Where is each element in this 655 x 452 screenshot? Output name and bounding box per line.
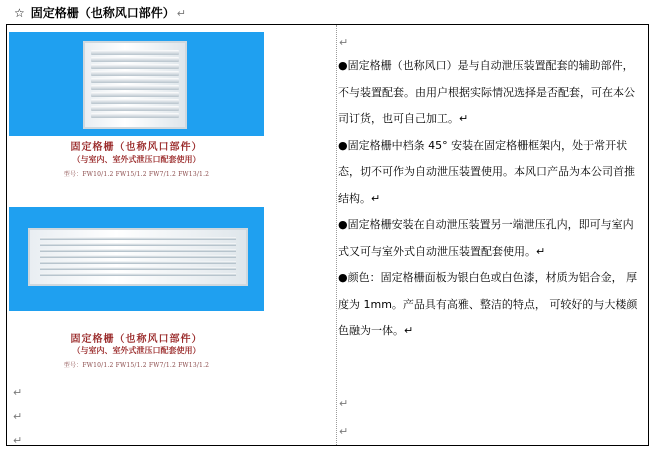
paragraph-3: ●固定格栅安装在自动泄压装置另一端泄压孔内，即可与室内式又可与室外式自动泄压装置配套使用。↵ — [338, 218, 634, 258]
grille-photo-square — [9, 32, 264, 136]
figure2-title: 固定格栅（也称风口部件） — [70, 334, 203, 345]
paragraph-mark-icon: ↵ — [13, 410, 23, 423]
grille-photo-wide — [9, 207, 264, 311]
paragraph-2: ●固定格栅中档条 45° 安装在固定格栅框架内，处于常开状态，切不可作为自动泄压装置使用。本风口产品为本公司首推结构。↵ — [338, 138, 635, 205]
paragraph-mark-icon: ↵ — [339, 425, 349, 438]
square-grille-image — [83, 41, 187, 129]
figure1-subtitle: （与室内、室外式泄压口配套使用） — [72, 154, 201, 164]
star-icon: ☆ — [14, 6, 25, 20]
paragraph-mark-icon: ↵ — [339, 36, 349, 49]
paragraph-1: ●固定格栅（也称风口）是与自动泄压装置配套的辅助部件，不与装置配套。由用户根据实际情况选择是否配套，可在本公司订货，也可自己加工。↵ — [338, 59, 635, 125]
figure1-models: 型号：FW10/1.2 FW15/1.2 FW7/1.2 FW13/1.2 — [63, 171, 210, 178]
figure1-title: 固定格栅（也称风口部件） — [70, 142, 203, 153]
paragraph-mark-icon: ↵ — [339, 397, 349, 410]
section-heading — [14, 4, 186, 21]
paragraph-4: ●颜色：固定格栅面板为银白色或白色漆，材质为铝合金， 厚度为 1mm。产品具有高雅、整洁的特点， 可较好的与大楼颜色融为一体。↵ — [338, 271, 638, 337]
wide-grille-image — [28, 228, 248, 286]
paragraph-mark-icon: ↵ — [13, 434, 23, 447]
paragraph-mark-icon: ↵ — [176, 7, 186, 20]
description-text — [338, 53, 643, 345]
figure2-subtitle: （与室内、室外式泄压口配套使用） — [72, 345, 201, 355]
figure2-models: 型号：FW10/1.2 FW15/1.2 FW7/1.2 FW13/1.2 — [63, 362, 210, 369]
paragraph-mark-icon: ↵ — [13, 386, 23, 399]
column-divider — [336, 25, 337, 445]
heading-title: 固定格栅（也称风口部件） — [30, 6, 175, 20]
